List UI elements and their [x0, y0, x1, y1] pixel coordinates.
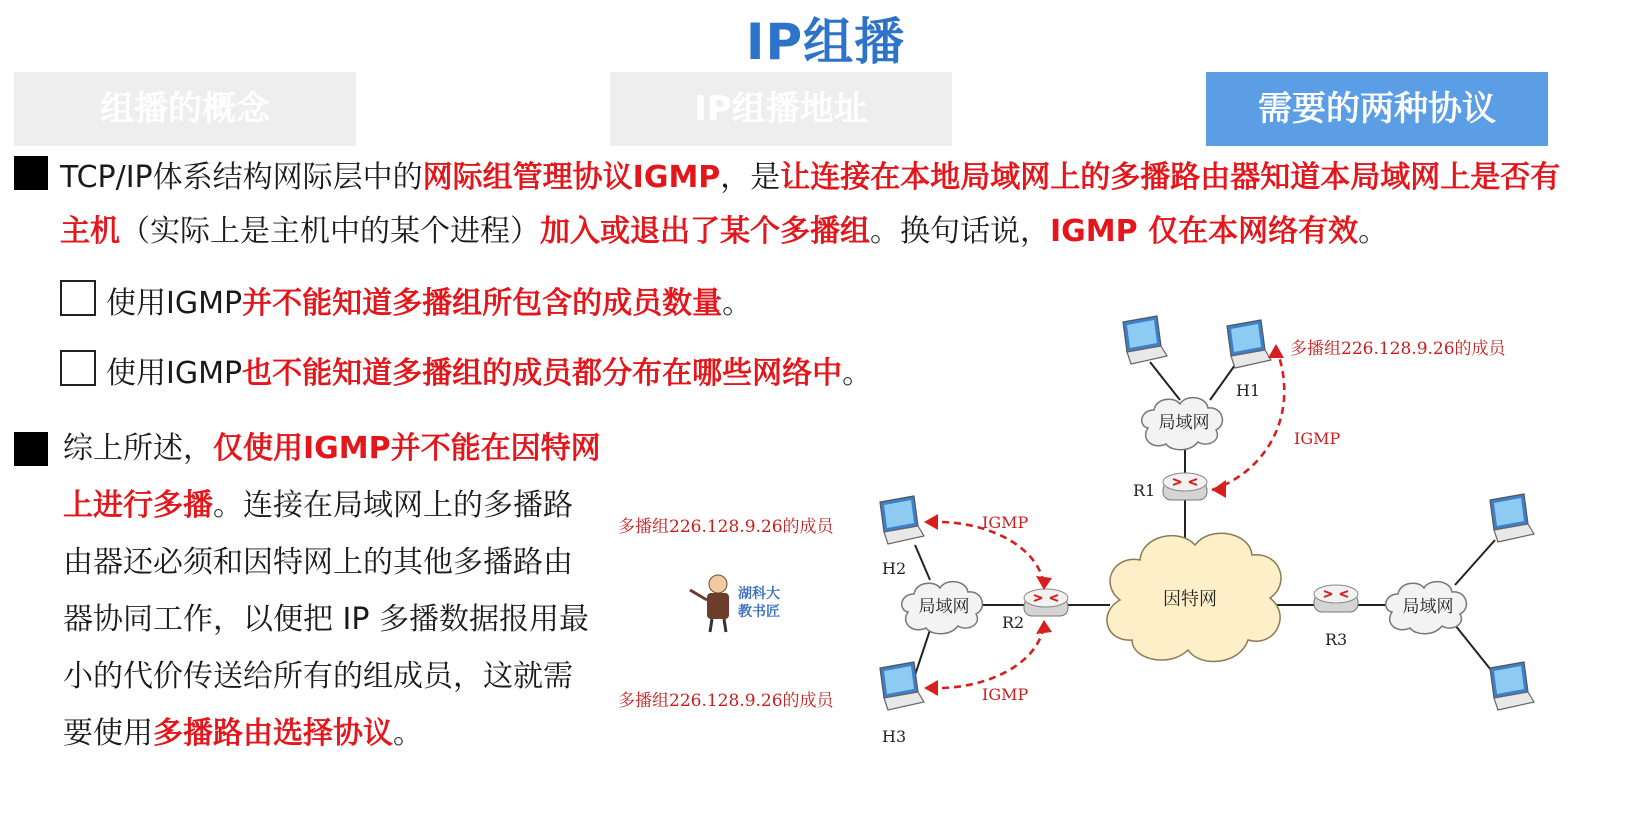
member-label-h1: 多播组226.128.9.26的成员 — [1290, 339, 1506, 359]
text-run: TCP/IP体系结构网际层中的 — [60, 160, 423, 195]
igmp-label-h3: IGMP — [982, 685, 1029, 704]
text-run: 综上所述， — [63, 431, 213, 466]
router-r2-label: R2 — [1002, 613, 1025, 632]
text-run-highlight: 多播路由选择协议 — [153, 716, 393, 751]
text-run-highlight: 让连接在本地局域网上的多播路由器知道本局域网上是否有 — [780, 160, 1561, 195]
text-run: （实际上是主机中的某个进程） — [120, 214, 540, 249]
lan-label-right: 局域网 — [1402, 597, 1454, 617]
text-run: 。 — [842, 356, 873, 391]
router-r2-icon — [1024, 589, 1068, 616]
tab-label: 需要的两种协议 — [1258, 89, 1496, 129]
laptop-top-left-icon — [1123, 316, 1167, 364]
router-r1-icon — [1163, 473, 1207, 500]
text-run-highlight: 上进行多播 — [63, 488, 213, 523]
router-r3-label: R3 — [1325, 630, 1348, 649]
text-run: ，是 — [720, 160, 781, 195]
section2-line: 器协同工作，以便把 IP 多播数据报用最 — [63, 602, 590, 637]
text-run: 使用IGMP — [106, 286, 243, 321]
section2-line: 由器还必须和因特网上的其他多播路由 — [63, 545, 573, 580]
text-run: 。 — [393, 716, 423, 751]
laptop-h1-icon — [1227, 320, 1271, 368]
member-label-h2: 多播组226.128.9.26的成员 — [618, 517, 834, 537]
laptop-right-top-icon — [1490, 494, 1534, 542]
tab-label: IP组播地址 — [694, 89, 868, 129]
text-run-highlight: 并不能知道多播组所包含的成员数量 — [242, 286, 723, 321]
host-h3-label: H3 — [882, 727, 907, 746]
igmp-label-h2: IGMP — [982, 513, 1029, 532]
lan-label-top: 局域网 — [1158, 413, 1210, 433]
text-run-highlight: IGMP 仅在本网络有效 — [1050, 214, 1359, 249]
member-label-h3: 多播组226.128.9.26的成员 — [618, 691, 834, 711]
text-run-highlight: 也不能知道多播组的成员都分布在哪些网络中 — [242, 356, 843, 391]
text-run: 。 — [722, 286, 753, 321]
tab-label: 组播的概念 — [100, 89, 270, 129]
host-h2-label: H2 — [882, 559, 907, 578]
text-run: 。换句话说， — [870, 214, 1050, 249]
page-title: IP组播 — [745, 13, 906, 71]
text-run-highlight: 仅使用IGMP并不能在因特网 — [213, 431, 601, 466]
text-run: 要使用 — [63, 716, 153, 751]
logo-text-line1: 湖科大 — [738, 586, 780, 602]
lan-label-left: 局域网 — [918, 597, 970, 617]
router-r1-label: R1 — [1133, 481, 1156, 500]
text-run-highlight: 主机 — [60, 214, 120, 249]
text-run: 。连接在局域网上的多播路 — [213, 488, 573, 523]
igmp-label-r1: IGMP — [1294, 429, 1341, 448]
router-r3-icon — [1314, 585, 1358, 612]
laptop-right-bottom-icon — [1490, 662, 1534, 710]
text-run: 使用IGMP — [106, 356, 243, 391]
text-run-highlight: 加入或退出了某个多播组 — [540, 214, 870, 249]
internet-label: 因特网 — [1163, 589, 1217, 610]
host-h1-label: H1 — [1236, 381, 1261, 400]
text-run-highlight: 网际组管理协议IGMP — [422, 160, 721, 195]
text-run: 。 — [1358, 214, 1389, 249]
teacher-logo — [690, 575, 729, 632]
logo-text-line2: 教书匠 — [738, 604, 780, 620]
laptop-h2-icon — [880, 496, 924, 544]
section2-line: 小的代价传送给所有的组成员，这就需 — [63, 659, 573, 694]
